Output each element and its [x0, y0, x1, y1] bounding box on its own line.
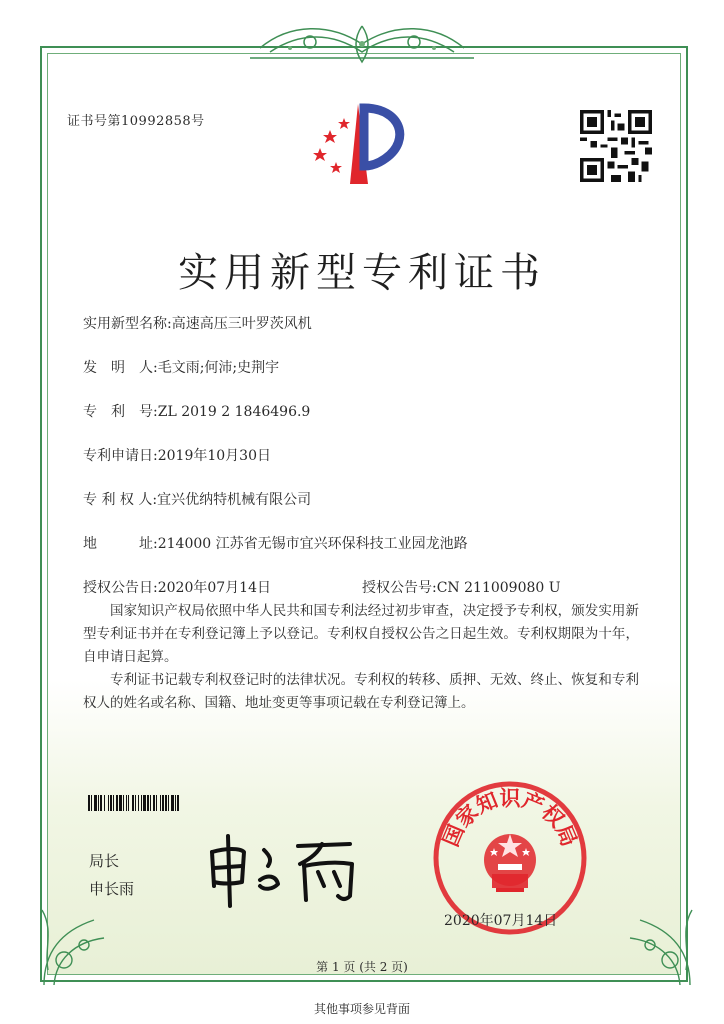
field-value: 高速高压三叶罗茨风机	[171, 316, 312, 332]
handwritten-signature	[200, 830, 370, 910]
corner-ornament-icon	[620, 890, 700, 990]
field-label: 专 利 号:	[83, 404, 158, 420]
field-label: 发 明 人:	[83, 360, 158, 376]
field-value: 宜兴优纳特机械有限公司	[157, 492, 312, 508]
field-announcement-date	[83, 577, 271, 597]
field-patentee	[83, 489, 311, 509]
field-label: 授权公告号:	[362, 580, 437, 596]
signatory-position: 局长	[89, 852, 120, 870]
body-paragraph: 专利证书记载专利权登记时的法律状况。专利权的转移、质押、无效、终止、恢复和专利权人的姓名或名称、国籍、地址变更等事项记载在专利登记簿上。	[83, 672, 639, 711]
back-page-note: 其他事项参见背面	[313, 1002, 410, 1016]
cnipa-logo-icon	[306, 100, 416, 190]
corner-ornament-icon	[34, 890, 114, 990]
barcode-icon	[88, 795, 272, 811]
field-value: ZL 2019 2 1846496.9	[157, 404, 311, 420]
field-label: 地 址:	[83, 536, 158, 552]
page-number: 第 1 页 (共 2 页)	[316, 960, 408, 974]
field-label: 授权公告日:	[83, 580, 158, 596]
certificate-number: 证书号第10992858号	[67, 114, 205, 129]
field-label: 实用新型名称:	[83, 316, 172, 332]
field-label: 专 利 权 人:	[83, 492, 158, 508]
document-title: 实用新型专利证书	[178, 249, 546, 296]
qr-code-icon	[580, 110, 652, 182]
field-address	[83, 533, 468, 553]
top-ornament-icon	[250, 18, 474, 70]
field-value: 毛文雨;何沛;史荆宇	[157, 360, 280, 376]
field-value: CN 211009080 U	[436, 580, 561, 596]
field-inventors	[83, 357, 279, 377]
field-announcement-number	[362, 577, 561, 597]
field-value: 2019年10月30日	[157, 448, 271, 464]
field-utility-model-name	[83, 313, 312, 333]
field-patent-number	[83, 401, 310, 421]
certificate-body	[83, 600, 639, 715]
body-paragraph: 国家知识产权局依照中华人民共和国专利法经过初步审查，决定授予专利权，颁发实用新型专利证书并在专利登记簿上予以登记。专利权自授权公告之日起生效。专利权期限为十年，自申请日起算。	[83, 603, 639, 665]
signatory-name: 申长雨	[89, 880, 135, 898]
svg-text:国家知识产权局: 国家知识产权局	[438, 786, 582, 850]
field-value: 2020年07月14日	[157, 580, 271, 596]
seal-date: 2020年07月14日	[444, 913, 558, 929]
field-value: 214000 江苏省无锡市宜兴环保科技工业园龙池路	[157, 536, 468, 552]
field-application-date	[83, 445, 271, 465]
field-label: 专利申请日:	[83, 448, 158, 464]
